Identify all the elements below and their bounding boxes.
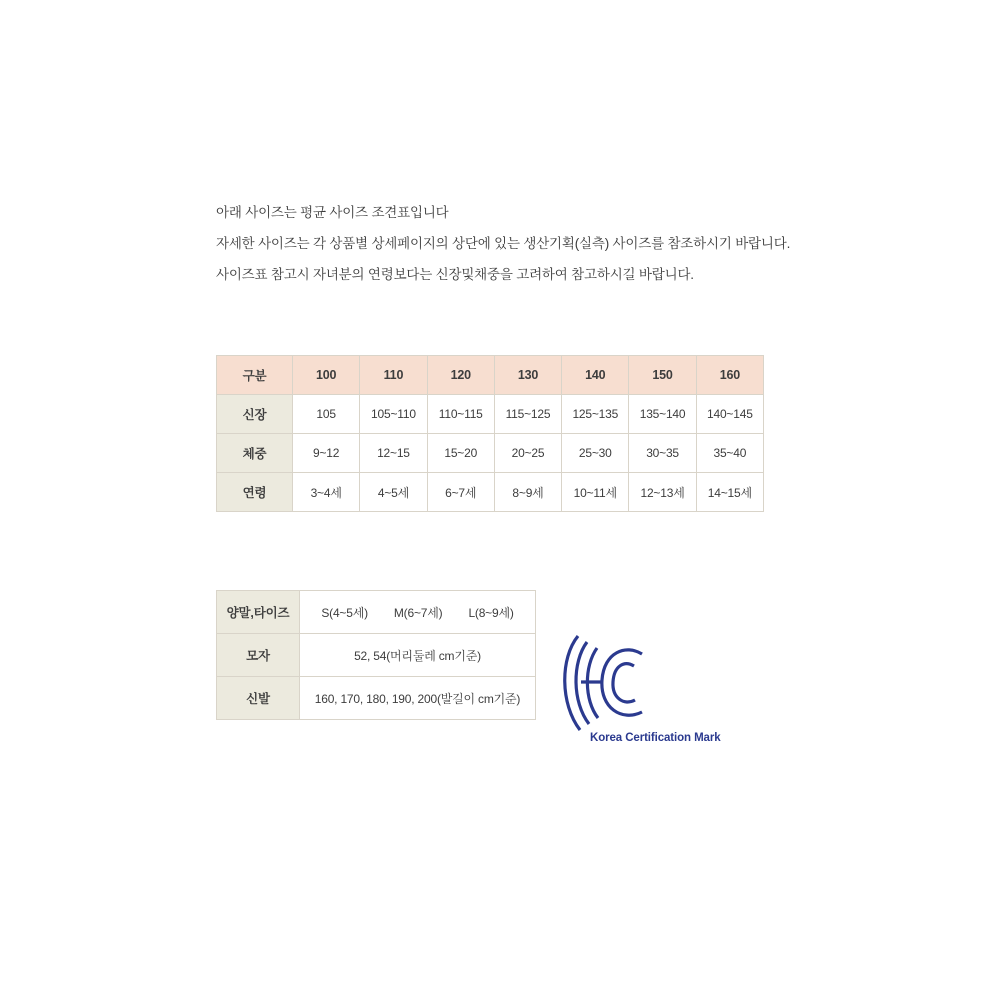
table-cell: 115~125 bbox=[494, 395, 561, 434]
size-chart-header-cell: 130 bbox=[494, 356, 561, 395]
sock-size-option: S(4~5세) bbox=[321, 605, 368, 620]
intro-line-2: 자세한 사이즈는 각 상품별 상세페이지의 상단에 있는 생산기획(실측) 사이즈를 참조하시기 바랍니다. bbox=[216, 235, 791, 251]
table-cell: 52, 54(머리둘레 cm기준) bbox=[300, 634, 536, 677]
table-cell: 140~145 bbox=[696, 395, 763, 434]
table-row bbox=[217, 473, 764, 512]
size-chart-header-cell: 100 bbox=[293, 356, 360, 395]
table-header-row bbox=[217, 356, 764, 395]
table-cell: 9~12 bbox=[293, 434, 360, 473]
table-cell: 105 bbox=[293, 395, 360, 434]
table-cell: 4~5세 bbox=[360, 473, 427, 512]
table-cell: 10~11세 bbox=[562, 473, 629, 512]
size-chart-table bbox=[216, 355, 764, 512]
intro-line-1: 아래 사이즈는 평균 사이즈 조견표입니다 bbox=[216, 205, 449, 220]
table-cell: 35~40 bbox=[696, 434, 763, 473]
intro-line-3: 사이즈표 참고시 자녀분의 연령보다는 신장및채중을 고려하여 참고하시길 바랍니다. bbox=[216, 266, 694, 282]
table-cell: 6~7세 bbox=[427, 473, 494, 512]
table-cell: 110~115 bbox=[427, 395, 494, 434]
table-row bbox=[217, 395, 764, 434]
intro-text-block bbox=[216, 205, 856, 298]
table-cell: 14~15세 bbox=[696, 473, 763, 512]
row-label: 신장 bbox=[217, 395, 293, 434]
table-cell: 105~110 bbox=[360, 395, 427, 434]
table-cell: 135~140 bbox=[629, 395, 696, 434]
table-row bbox=[217, 434, 764, 473]
table-cell: 30~35 bbox=[629, 434, 696, 473]
kc-caption: Korea Certification Mark bbox=[590, 732, 721, 744]
size-chart-header-cell: 110 bbox=[360, 356, 427, 395]
size-chart-header bbox=[217, 356, 764, 395]
table-row bbox=[217, 677, 536, 720]
table-cell: 20~25 bbox=[494, 434, 561, 473]
table-cell bbox=[300, 591, 536, 634]
row-label: 체중 bbox=[217, 434, 293, 473]
table-row bbox=[217, 591, 536, 634]
size-chart-header-cell: 구분 bbox=[217, 356, 293, 395]
table-cell: 12~15 bbox=[360, 434, 427, 473]
size-chart-header-cell: 140 bbox=[562, 356, 629, 395]
sock-size-options bbox=[321, 604, 513, 621]
size-chart-header-cell: 150 bbox=[629, 356, 696, 395]
row-label: 연령 bbox=[217, 473, 293, 512]
table-cell: 12~13세 bbox=[629, 473, 696, 512]
size-chart-body bbox=[217, 395, 764, 512]
sock-size-option: L(8~9세) bbox=[468, 605, 514, 620]
table-cell: 3~4세 bbox=[293, 473, 360, 512]
row-label: 모자 bbox=[217, 634, 300, 677]
table-cell: 8~9세 bbox=[494, 473, 561, 512]
table-cell: 15~20 bbox=[427, 434, 494, 473]
table-cell: 25~30 bbox=[562, 434, 629, 473]
accessory-size-table bbox=[216, 590, 536, 720]
size-chart-header-cell: 160 bbox=[696, 356, 763, 395]
table-cell: 160, 170, 180, 190, 200(발길이 cm기준) bbox=[300, 677, 536, 720]
row-label: 양말,타이즈 bbox=[217, 591, 300, 634]
sock-size-option: M(6~7세) bbox=[393, 605, 443, 620]
table-cell: 125~135 bbox=[562, 395, 629, 434]
size-chart-header-cell: 120 bbox=[427, 356, 494, 395]
row-label: 신발 bbox=[217, 677, 300, 720]
accessory-table-body bbox=[217, 591, 536, 720]
table-row bbox=[217, 634, 536, 677]
